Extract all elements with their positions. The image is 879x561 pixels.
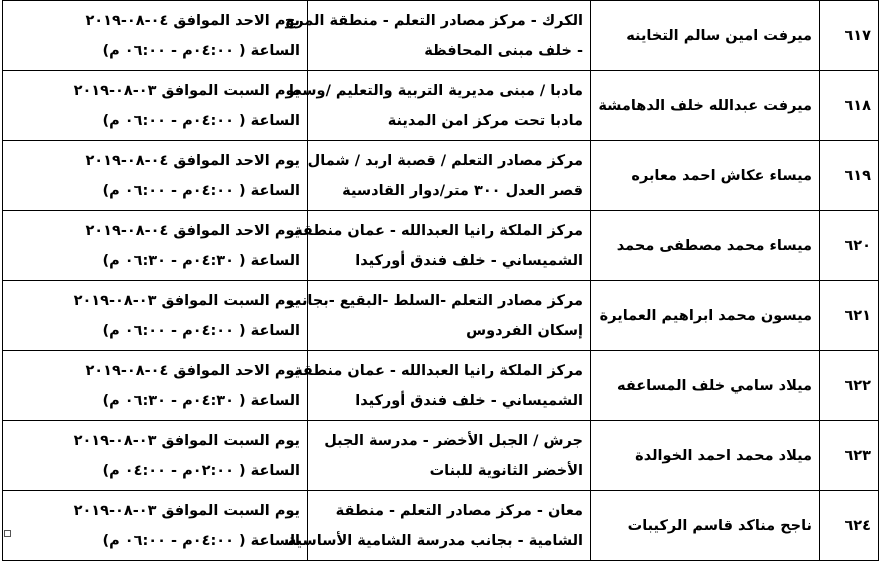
row-number: ٦١٩ [820, 141, 879, 211]
location-line: قصر العدل ٣٠٠ متر/دوار القادسية [342, 182, 583, 199]
schedule-cell [3, 211, 308, 281]
row-number: ٦٢١ [820, 281, 879, 351]
table-row [3, 491, 879, 561]
location-cell [286, 71, 591, 141]
schedule-hours: الساعة ( ٠٤:٣٠م - ٠٦:٣٠ م) [102, 392, 300, 409]
row-number: ٦١٨ [820, 71, 879, 141]
location-line: مركز الملكة رانيا العبدالله - عمان منطقة [294, 222, 583, 239]
schedule-cell [3, 141, 308, 211]
location-line: الشميساني - خلف فندق أوركيدا [355, 252, 583, 269]
person-name: ميساء محمد مصطفى محمد [591, 211, 820, 281]
location-line: مادبا تحت مركز امن المدينة [387, 112, 583, 129]
schedule-date: يوم السبت الموافق ٠٣-٠٨-٢٠١٩ [73, 502, 300, 519]
schedule-hours: الساعة ( ٠٤:٠٠م - ٠٦:٠٠ م) [102, 182, 300, 199]
person-name: ميسون محمد ابراهيم العمايرة [591, 281, 820, 351]
location-line: مركز مصادر التعلم -السلط -البقيع -بجانب [286, 292, 583, 309]
table-row [3, 421, 879, 491]
location-line: إسكان الفردوس [466, 322, 583, 339]
location-line: الكرك - مركز مصادر التعلم - منطقة المرج [284, 12, 583, 29]
schedule-cell [3, 351, 308, 421]
location-line: - خلف مبنى المحافظة [424, 42, 583, 59]
table-row [3, 1, 879, 71]
table-row [3, 71, 879, 141]
schedule-date: يوم السبت الموافق ٠٣-٠٨-٢٠١٩ [73, 82, 300, 99]
location-line: الشميساني - خلف فندق أوركيدا [355, 392, 583, 409]
location-line: مادبا / مبنى مديرية التربية والتعليم /وسط [286, 82, 583, 99]
schedule-date: يوم الاحد الموافق ٠٤-٠٨-٢٠١٩ [85, 222, 300, 239]
schedule-cell [3, 491, 308, 561]
person-name: ميرفت عبدالله خلف الدهامشة [591, 71, 820, 141]
person-name: ميساء عكاش احمد معابره [591, 141, 820, 211]
table-row [3, 211, 879, 281]
schedule-cell [3, 421, 308, 491]
location-cell [286, 281, 591, 351]
schedule-hours: الساعة ( ٠٤:٠٠م - ٠٦:٠٠ م) [102, 42, 300, 59]
schedule-date: يوم الاحد الموافق ٠٤-٠٨-٢٠١٩ [85, 362, 300, 379]
location-line: مركز الملكة رانيا العبدالله - عمان منطقة [294, 362, 583, 379]
row-number: ٦٢٤ [820, 491, 879, 561]
roster-body [3, 1, 879, 561]
location-line: مركز مصادر التعلم / قصبة اربد / شمال [307, 152, 583, 169]
schedule-date: يوم السبت الموافق ٠٣-٠٨-٢٠١٩ [73, 432, 300, 449]
table-row [3, 351, 879, 421]
location-line: الأخضر الثانوية للبنات [429, 462, 583, 479]
schedule-hours: الساعة ( ٠٢:٠٠م - ٠٤:٠٠ م) [102, 462, 300, 479]
schedule-date: يوم السبت الموافق ٠٣-٠٨-٢٠١٩ [73, 292, 300, 309]
location-cell [294, 351, 591, 421]
location-line: جرش / الجبل الأخضر - مدرسة الجبل [324, 432, 583, 449]
schedule-cell [3, 281, 308, 351]
person-name: ميرفت امين سالم التخاينه [591, 1, 820, 71]
person-name: ناجح مناكد قاسم الركيبات [591, 491, 820, 561]
schedule-cell [3, 1, 308, 71]
row-number: ٦٢٠ [820, 211, 879, 281]
location-cell [308, 421, 591, 491]
table-row [3, 281, 879, 351]
row-number: ٦٢٣ [820, 421, 879, 491]
location-line: الشامية - بجانب مدرسة الشامية الأساسية [287, 532, 583, 549]
schedule-hours: الساعة ( ٠٤:٠٠م - ٠٦:٠٠ م) [102, 532, 300, 549]
paragraph-end-mark [4, 530, 11, 537]
schedule-cell [3, 71, 308, 141]
person-name: ميلاد سامي خلف المساعفه [591, 351, 820, 421]
roster-table [2, 0, 879, 561]
location-cell [287, 491, 591, 561]
location-line: معان - مركز مصادر التعلم - منطقة [335, 502, 583, 519]
location-cell [308, 141, 591, 211]
schedule-hours: الساعة ( ٠٤:٠٠م - ٠٦:٠٠ م) [102, 322, 300, 339]
schedule-hours: الساعة ( ٠٤:٣٠م - ٠٦:٣٠ م) [102, 252, 300, 269]
row-number: ٦٢٢ [820, 351, 879, 421]
schedule-date: يوم الاحد الموافق ٠٤-٠٨-٢٠١٩ [85, 152, 300, 169]
person-name: ميلاد محمد احمد الخوالدة [591, 421, 820, 491]
location-cell [294, 211, 591, 281]
schedule-hours: الساعة ( ٠٤:٠٠م - ٠٦:٠٠ م) [102, 112, 300, 129]
location-cell [284, 1, 591, 71]
row-number: ٦١٧ [820, 1, 879, 71]
schedule-date: يوم الاحد الموافق ٠٤-٠٨-٢٠١٩ [85, 12, 300, 29]
table-row [3, 141, 879, 211]
